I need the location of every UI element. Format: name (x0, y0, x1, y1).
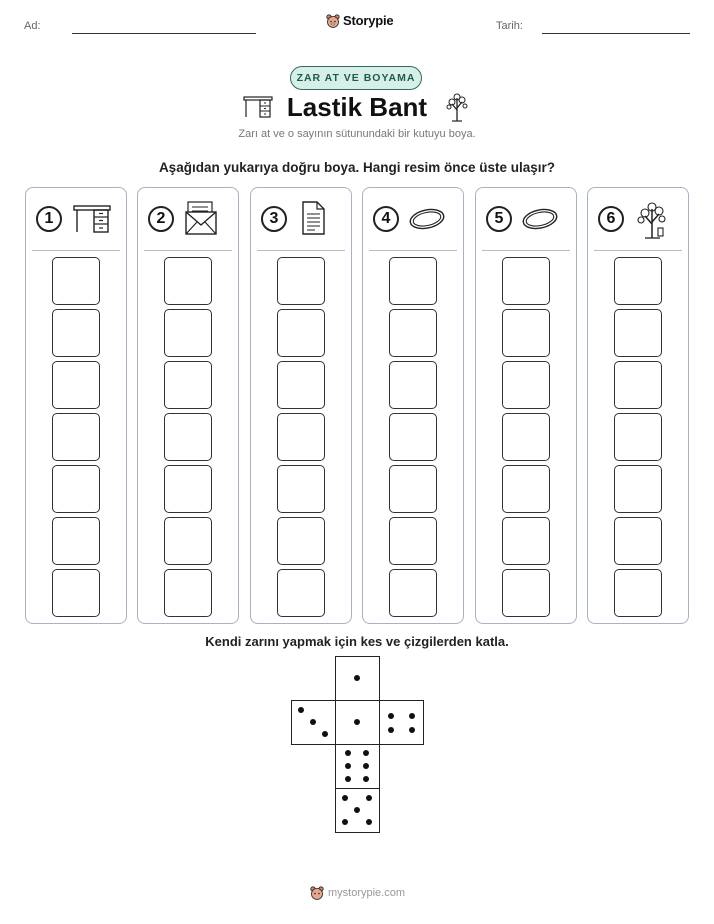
instruction: Aşağıdan yukarıya doğru boya. Hangi resim önce üste ulaşır? (158, 160, 556, 175)
color-box[interactable] (502, 309, 550, 357)
die-face (335, 656, 380, 701)
tree-icon (634, 200, 674, 245)
column-number: 5 (486, 206, 512, 232)
color-box[interactable] (614, 413, 662, 461)
color-box[interactable] (502, 517, 550, 565)
die-pip (345, 763, 351, 769)
color-box[interactable] (52, 465, 100, 513)
color-box[interactable] (502, 465, 550, 513)
color-box[interactable] (164, 309, 212, 357)
color-box[interactable] (389, 413, 437, 461)
color-box[interactable] (389, 517, 437, 565)
column-5 (475, 187, 577, 624)
activity-badge: ZAR AT VE BOYAMA (290, 66, 422, 90)
die-pip (354, 675, 360, 681)
column-divider (32, 250, 120, 251)
color-box[interactable] (277, 257, 325, 305)
die-pip (363, 763, 369, 769)
color-box[interactable] (389, 257, 437, 305)
column-number: 2 (148, 206, 174, 232)
die-pip (322, 731, 328, 737)
color-box[interactable] (502, 569, 550, 617)
subtitle: Zarı at ve o sayının sütunundaki bir kutuyu boya. (238, 128, 476, 140)
column-divider (369, 250, 457, 251)
name-label: Ad: (24, 20, 41, 32)
color-box[interactable] (164, 569, 212, 617)
color-box[interactable] (389, 361, 437, 409)
column-number: 6 (598, 206, 624, 232)
die-pip (366, 819, 372, 825)
color-box[interactable] (277, 309, 325, 357)
color-box[interactable] (614, 309, 662, 357)
tree-icon (444, 92, 470, 122)
color-box[interactable] (52, 413, 100, 461)
color-box[interactable] (389, 569, 437, 617)
color-box[interactable] (164, 465, 212, 513)
column-4 (362, 187, 464, 624)
envelope-icon (184, 200, 224, 241)
date-label: Tarih: (496, 20, 523, 32)
color-box[interactable] (502, 413, 550, 461)
column-2 (137, 187, 239, 624)
color-box[interactable] (277, 361, 325, 409)
color-box[interactable] (614, 361, 662, 409)
die-face (335, 744, 380, 789)
die-face (335, 700, 380, 745)
name-line[interactable] (72, 33, 256, 34)
color-box[interactable] (277, 569, 325, 617)
color-box[interactable] (389, 465, 437, 513)
rubber-band-icon (409, 200, 449, 241)
die-face (379, 700, 424, 745)
bear-mascot-icon (326, 14, 340, 28)
brand-logo (326, 13, 393, 28)
rubber-band-icon (522, 200, 562, 241)
die-pip (345, 776, 351, 782)
column-divider (257, 250, 345, 251)
color-box[interactable] (164, 361, 212, 409)
column-number: 3 (261, 206, 287, 232)
brand-name: Storypie (343, 13, 394, 28)
die-pip (409, 727, 415, 733)
color-box[interactable] (614, 465, 662, 513)
document-icon (297, 200, 337, 241)
color-box[interactable] (277, 413, 325, 461)
color-box[interactable] (52, 517, 100, 565)
color-box[interactable] (52, 569, 100, 617)
die-face (291, 700, 336, 745)
die-pip (298, 707, 304, 713)
desk-icon (72, 200, 112, 241)
die-caption: Kendi zarını yapmak için kes ve çizgilerden katla. (205, 634, 509, 649)
column-6 (587, 187, 689, 624)
page-title: Lastik Bant (286, 92, 428, 122)
die-pip (345, 750, 351, 756)
color-box[interactable] (614, 257, 662, 305)
column-1 (25, 187, 127, 624)
color-box[interactable] (502, 257, 550, 305)
color-box[interactable] (502, 361, 550, 409)
color-box[interactable] (52, 309, 100, 357)
color-box[interactable] (614, 517, 662, 565)
column-3 (250, 187, 352, 624)
color-box[interactable] (389, 309, 437, 357)
die-pip (354, 719, 360, 725)
die-pip (342, 819, 348, 825)
color-box[interactable] (277, 465, 325, 513)
footer-url: mystorypie.com (328, 887, 406, 899)
color-box[interactable] (52, 257, 100, 305)
die-pip (310, 719, 316, 725)
date-line[interactable] (542, 33, 690, 34)
color-box[interactable] (164, 517, 212, 565)
color-box[interactable] (164, 413, 212, 461)
die-pip (388, 713, 394, 719)
die-pip (363, 776, 369, 782)
die-pip (366, 795, 372, 801)
column-divider (482, 250, 570, 251)
color-box[interactable] (52, 361, 100, 409)
die-pip (363, 750, 369, 756)
column-number: 1 (36, 206, 62, 232)
die-pip (409, 713, 415, 719)
color-box[interactable] (614, 569, 662, 617)
bear-mascot-icon (310, 886, 324, 900)
column-number: 4 (373, 206, 399, 232)
die-pip (342, 795, 348, 801)
column-divider (594, 250, 682, 251)
footer (310, 886, 405, 900)
die-face (335, 788, 380, 833)
die-pip (388, 727, 394, 733)
column-divider (144, 250, 232, 251)
color-box[interactable] (164, 257, 212, 305)
die-pip (354, 807, 360, 813)
color-box[interactable] (277, 517, 325, 565)
